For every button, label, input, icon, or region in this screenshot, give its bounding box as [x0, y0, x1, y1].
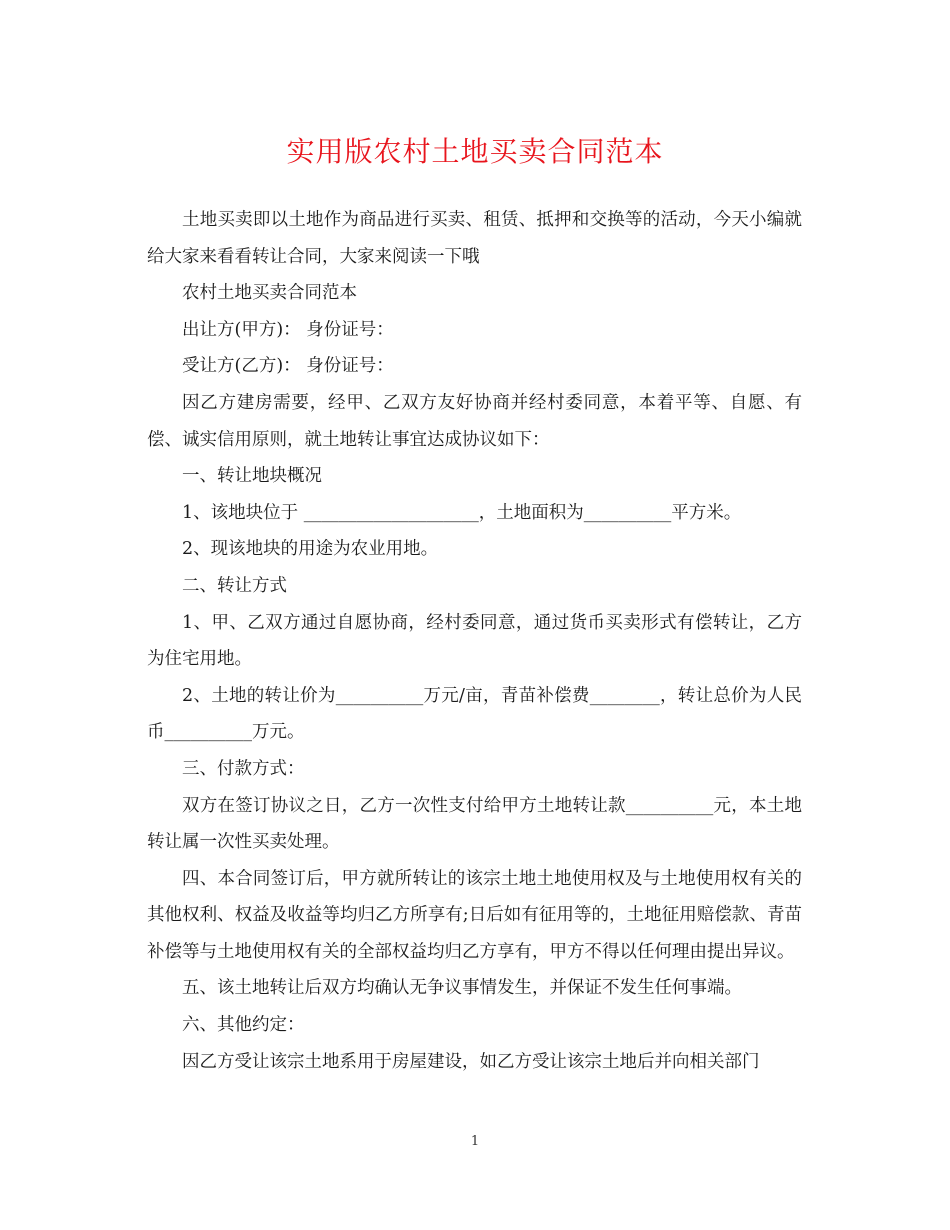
clause-3-1: 双方在签订协议之日，乙方一次性支付给甲方土地转让款__________元，本土地转让属一次性买卖处理。: [147, 795, 802, 853]
section-6-heading: 六、其他约定：: [182, 1015, 305, 1036]
preamble-paragraph: 因乙方建房需要，经甲、乙双方友好协商并经村委同意，本着平等、自愿、有偿、诚实信用原则，就土地转让事宜达成协议如下：: [147, 392, 802, 450]
clause-2-2: 2、土地的转让价为__________万元/亩，青苗补偿费________，转让总价为人民币__________万元。: [147, 685, 802, 743]
intro-paragraph: 土地买卖即以土地作为商品进行买卖、租赁、抵押和交换等的活动，今天小编就给大家来看看转让合同，大家来阅读一下哦: [147, 210, 802, 267]
clause-6-1: 因乙方受让该宗土地系用于房屋建设，如乙方受让该宗土地后并向相关部门: [182, 1051, 760, 1072]
document-title: 实用版农村土地买卖合同范本: [286, 135, 664, 168]
clause-1-2: 2、现该地块的用途为农业用地。: [182, 539, 439, 560]
party-b-line: 受让方(乙方)： 身份证号：: [182, 356, 394, 377]
clause-1-1: 1、该地块位于 ____________________，土地面积为__________平方米。: [182, 502, 742, 523]
document-body: [147, 202, 802, 1080]
section-2-heading: 二、转让方式: [182, 575, 287, 596]
section-3-heading: 三、付款方式：: [182, 758, 305, 779]
contract-heading: 农村土地买卖合同范本: [182, 283, 357, 304]
clause-2-1: 1、甲、乙双方通过自愿协商，经村委同意，通过货币买卖形式有偿转让，乙方为住宅用地。: [147, 612, 802, 670]
party-a-line: 出让方(甲方)： 身份证号：: [182, 319, 394, 340]
section-4-paragraph: 四、本合同签订后，甲方就所转让的该宗土地土地使用权及与土地使用权有关的其他权利、权益及收益等均归乙方所享有;日后如有征用等的，土地征用赔偿款、青苗补偿等与土地使用权有关的全部权益均归乙方享有，甲方不得以任何理由提出异议。: [147, 868, 802, 962]
page-number: 1: [470, 1134, 480, 1149]
section-5-paragraph: 五、该土地转让后双方均确认无争议事情发生，并保证不发生任何事端。: [182, 978, 742, 999]
section-1-heading: 一、转让地块概况: [182, 466, 322, 487]
